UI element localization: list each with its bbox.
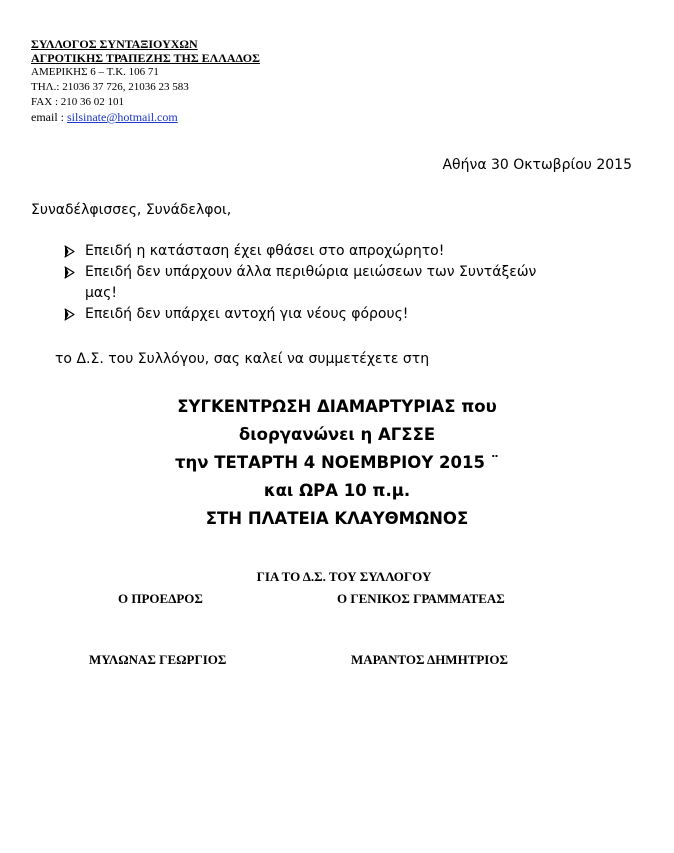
list-item <box>64 262 544 304</box>
signature-heading <box>0 566 674 610</box>
signatory-names <box>0 649 674 671</box>
signature-titles <box>0 588 674 610</box>
president-name: ΜΥΛΩΝΑΣ ΓΕΩΡΓΙΟΣ <box>89 652 227 667</box>
invitation-text: το Δ.Σ. του Συλλόγου, σας καλεί να συμμετέχετε στη <box>55 351 430 367</box>
arrowhead-bullet-icon <box>64 245 75 258</box>
org-name-line2: ΑΓΡΟΤΙΚΗΣ ΤΡΑΠΕΖΗΣ ΤΗΣ ΕΛΛΑΔΟΣ <box>31 51 260 65</box>
arrowhead-bullet-icon <box>64 266 75 279</box>
announcement-line-2: διοργανώνει η ΑΓΣΣΕ <box>238 425 436 444</box>
email-link[interactable]: silsinate@hotmail.com <box>67 110 178 124</box>
secretary-name: ΜΑΡΑΝΤΟΣ ΔΗΜΗΤΡΙΟΣ <box>351 652 508 667</box>
greeting: Συναδέλφισσες, Συνάδελφοι, <box>31 202 232 218</box>
letter-date: Αθήνα 30 Οκτωβρίου 2015 <box>442 157 632 173</box>
org-email-line <box>31 110 260 124</box>
list-item-text: Επειδή η κατάσταση έχει φθάσει στο απροχώρητο! <box>85 243 445 259</box>
announcement-line-4: και ΩΡΑ 10 π.μ. <box>263 481 411 500</box>
reasons-list <box>64 241 544 325</box>
email-label: email : <box>31 110 67 124</box>
org-fax: FAX : 210 36 02 101 <box>31 96 124 108</box>
list-item-text: Επειδή δεν υπάρχουν άλλα περιθώρια μειώσεων των Συντάξεών μας! <box>85 264 537 301</box>
announcement-line-5: ΣΤΗ ΠΛΑΤΕΙΑ ΚΛΑΥΘΜΩΝΟΣ <box>205 509 469 528</box>
for-board-label: ΓΙΑ ΤΟ Δ.Σ. ΤΟΥ ΣΥΛΛΟΓΟΥ <box>256 569 432 584</box>
letterhead <box>31 37 260 124</box>
protest-announcement <box>0 393 674 533</box>
secretary-title: Ο ΓΕΝΙΚΟΣ ΓΡΑΜΜΑΤΕΑΣ <box>337 591 505 606</box>
list-item-text: Επειδή δεν υπάρχει αντοχή για νέους φόρους! <box>85 306 409 322</box>
announcement-line-3: την ΤΕΤΑΡΤΗ 4 ΝΟΕΜΒΡΙΟΥ 2015 ¨ <box>175 453 499 472</box>
org-address: ΑΜΕΡΙΚΗΣ 6 – Τ.Κ. 106 71 <box>31 66 159 78</box>
list-item <box>64 241 544 262</box>
announcement-line-1: ΣΥΓΚΕΝΤΡΩΣΗ ΔΙΑΜΑΡΤΥΡΙΑΣ που <box>177 397 497 416</box>
org-phone: ΤΗΛ.: 21036 37 726, 21036 23 583 <box>31 81 189 93</box>
arrowhead-bullet-icon <box>64 308 75 321</box>
org-name-line1: ΣΥΛΛΟΓΟΣ ΣΥΝΤΑΞΙΟΥΧΩΝ <box>31 37 198 51</box>
list-item <box>64 304 544 325</box>
president-title: Ο ΠΡΟΕΔΡΟΣ <box>118 591 203 606</box>
